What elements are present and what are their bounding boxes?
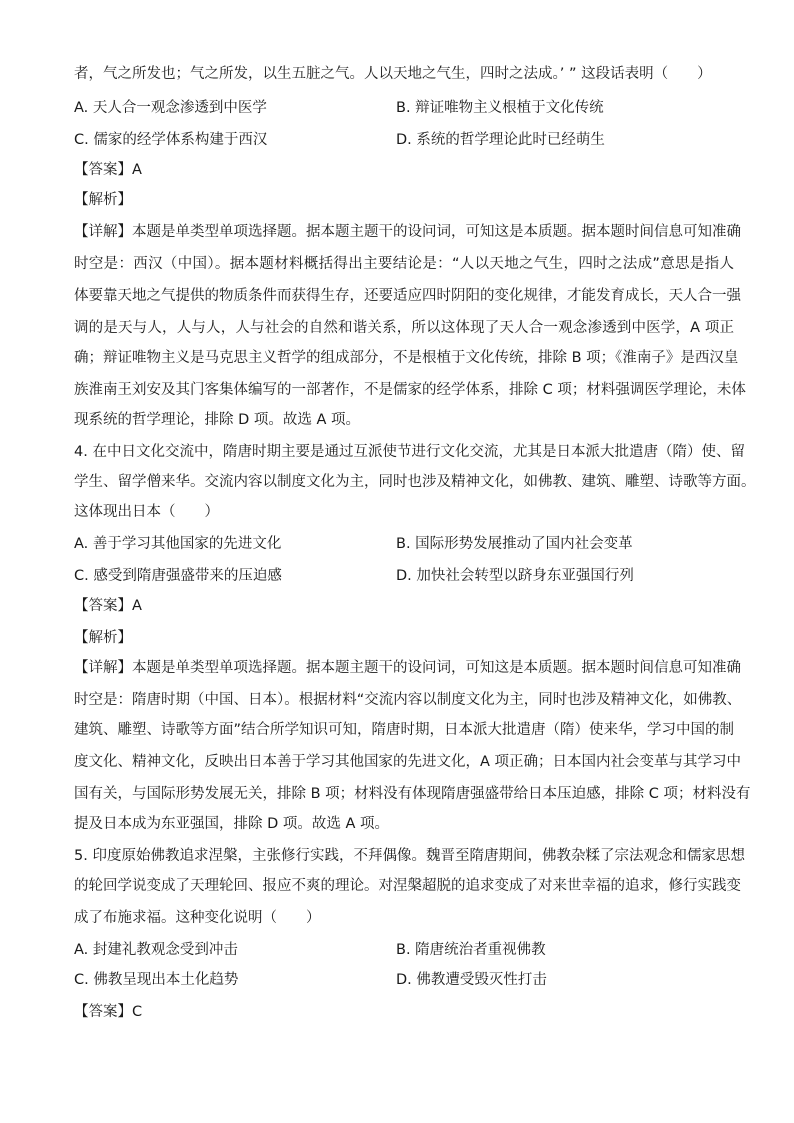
q5-answer: 【答案】C xyxy=(74,1004,143,1020)
question-4-stem: 这体现出日本（ ） xyxy=(74,504,219,520)
q5-option-a: A. 封建礼教观念受到冲击 xyxy=(74,942,238,958)
q4-explanation-line: 度文化、精神文化，反映出日本善于学习其他国家的先进文化，A 项正确；日本国内社会变革与其学习中 xyxy=(74,754,742,770)
q4-explanation-line: 国有关，与国际形势发展无关，排除 B 项；材料没有体现隋唐强盛带给日本压迫感，排除 C 项；材料没有 xyxy=(74,786,751,802)
q3-answer: 【答案】A xyxy=(74,162,142,178)
q3-explanation-line: 确；辩证唯物主义是马克思主义哲学的组成部分，不是根植于文化传统，排除 B 项；《淮南子》是西汉皇 xyxy=(74,350,739,366)
q4-option-a: A. 善于学习其他国家的先进文化 xyxy=(74,536,282,552)
q4-option-d: D. 加快社会转型以跻身东亚强国行列 xyxy=(396,568,634,584)
q5-option-c: C. 佛教呈现出本土化趋势 xyxy=(74,972,239,988)
question-5-stem: 的轮回学说变成了天理轮回、报应不爽的理论。对涅槃超脱的追求变成了对来世幸福的追求，修行实践变 xyxy=(74,878,741,894)
question-4-stem: 4. 在中日文化交流中，隋唐时期主要是通过互派使节进行文化交流，尤其是日本派大批遣唐（隋）使、留 xyxy=(74,444,745,460)
q3-explanation-line: 时空是：西汉（中国）。据本题材料概括得出主要结论是：“人以天地之气生，四时之法成”意思是指人 xyxy=(74,256,734,272)
q5-option-d: D. 佛教遭受毁灭性打击 xyxy=(396,972,547,988)
q3-explanation-line: 调的是天与人，人与人，人与社会的自然和谐关系，所以这体现了天人合一观念渗透到中医学，A 项正 xyxy=(74,320,734,336)
q3-option-c: C. 儒家的经学体系构建于西汉 xyxy=(74,132,268,148)
q4-option-c: C. 感受到隋唐强盛带来的压迫感 xyxy=(74,568,282,584)
q3-option-a: A. 天人合一观念渗透到中医学 xyxy=(74,100,267,116)
q4-answer: 【答案】A xyxy=(74,598,142,614)
q3-explanation-line: 现系统的哲学理论，排除 D 项。故选 A 项。 xyxy=(74,412,361,428)
q4-option-b: B. 国际形势发展推动了国内社会变革 xyxy=(396,536,633,552)
q3-explanation-line: 族淮南王刘安及其门客集体编写的一部著作，不是儒家的经学体系，排除 C 项；材料强调医学理论，未体 xyxy=(74,382,746,398)
q3-option-d: D. 系统的哲学理论此时已经萌生 xyxy=(396,132,605,148)
q3-option-b: B. 辩证唯物主义根植于文化传统 xyxy=(396,100,604,116)
q4-explanation-line: 建筑、雕塑、诗歌等方面”结合所学知识可知，隋唐时期，日本派大批遣唐（隋）使来华，学习中国的制 xyxy=(74,722,735,738)
q4-explanation-line: 时空是：隋唐时期（中国、日本）。根据材料“交流内容以制度文化为主，同时也涉及精神文化，如佛教、 xyxy=(74,692,742,708)
question-4-stem: 学生、留学僧来华。交流内容以制度文化为主，同时也涉及精神文化，如佛教、建筑、雕塑、诗歌等方面。 xyxy=(74,474,756,490)
q3-analysis-heading: 【解析】 xyxy=(74,192,132,208)
q3-explanation-line: 体要靠天地之气提供的物质条件而获得生存，还要适应四时阴阳的变化规律，才能发育成长，天人合一强 xyxy=(74,288,741,304)
q4-analysis-heading: 【解析】 xyxy=(74,630,132,646)
q4-explanation-line: 【详解】本题是单类型单项选择题。据本题主题干的设问词，可知这是本质题。据本题时间信息可知准确 xyxy=(74,660,741,676)
q5-option-b: B. 隋唐统治者重视佛教 xyxy=(396,942,546,958)
q3-explanation-line: 【详解】本题是单类型单项选择题。据本题主题干的设问词，可知这是本质题。据本题时间信息可知准确 xyxy=(74,224,741,240)
question-3-stem-end: 者，气之所发也；气之所发，以生五脏之气。人以天地之气生，四时之法成。’ ” 这段话表明（ ） xyxy=(74,66,712,82)
question-5-stem: 成了布施求福。这种变化说明（ ） xyxy=(74,910,321,926)
question-5-stem: 5. 印度原始佛教追求涅槃，主张修行实践，不拜偶像。魏晋至隋唐期间，佛教杂糅了宗法观念和儒家思想 xyxy=(74,848,745,864)
q4-explanation-line: 提及日本成为东亚强国，排除 D 项。故选 A 项。 xyxy=(74,816,390,832)
